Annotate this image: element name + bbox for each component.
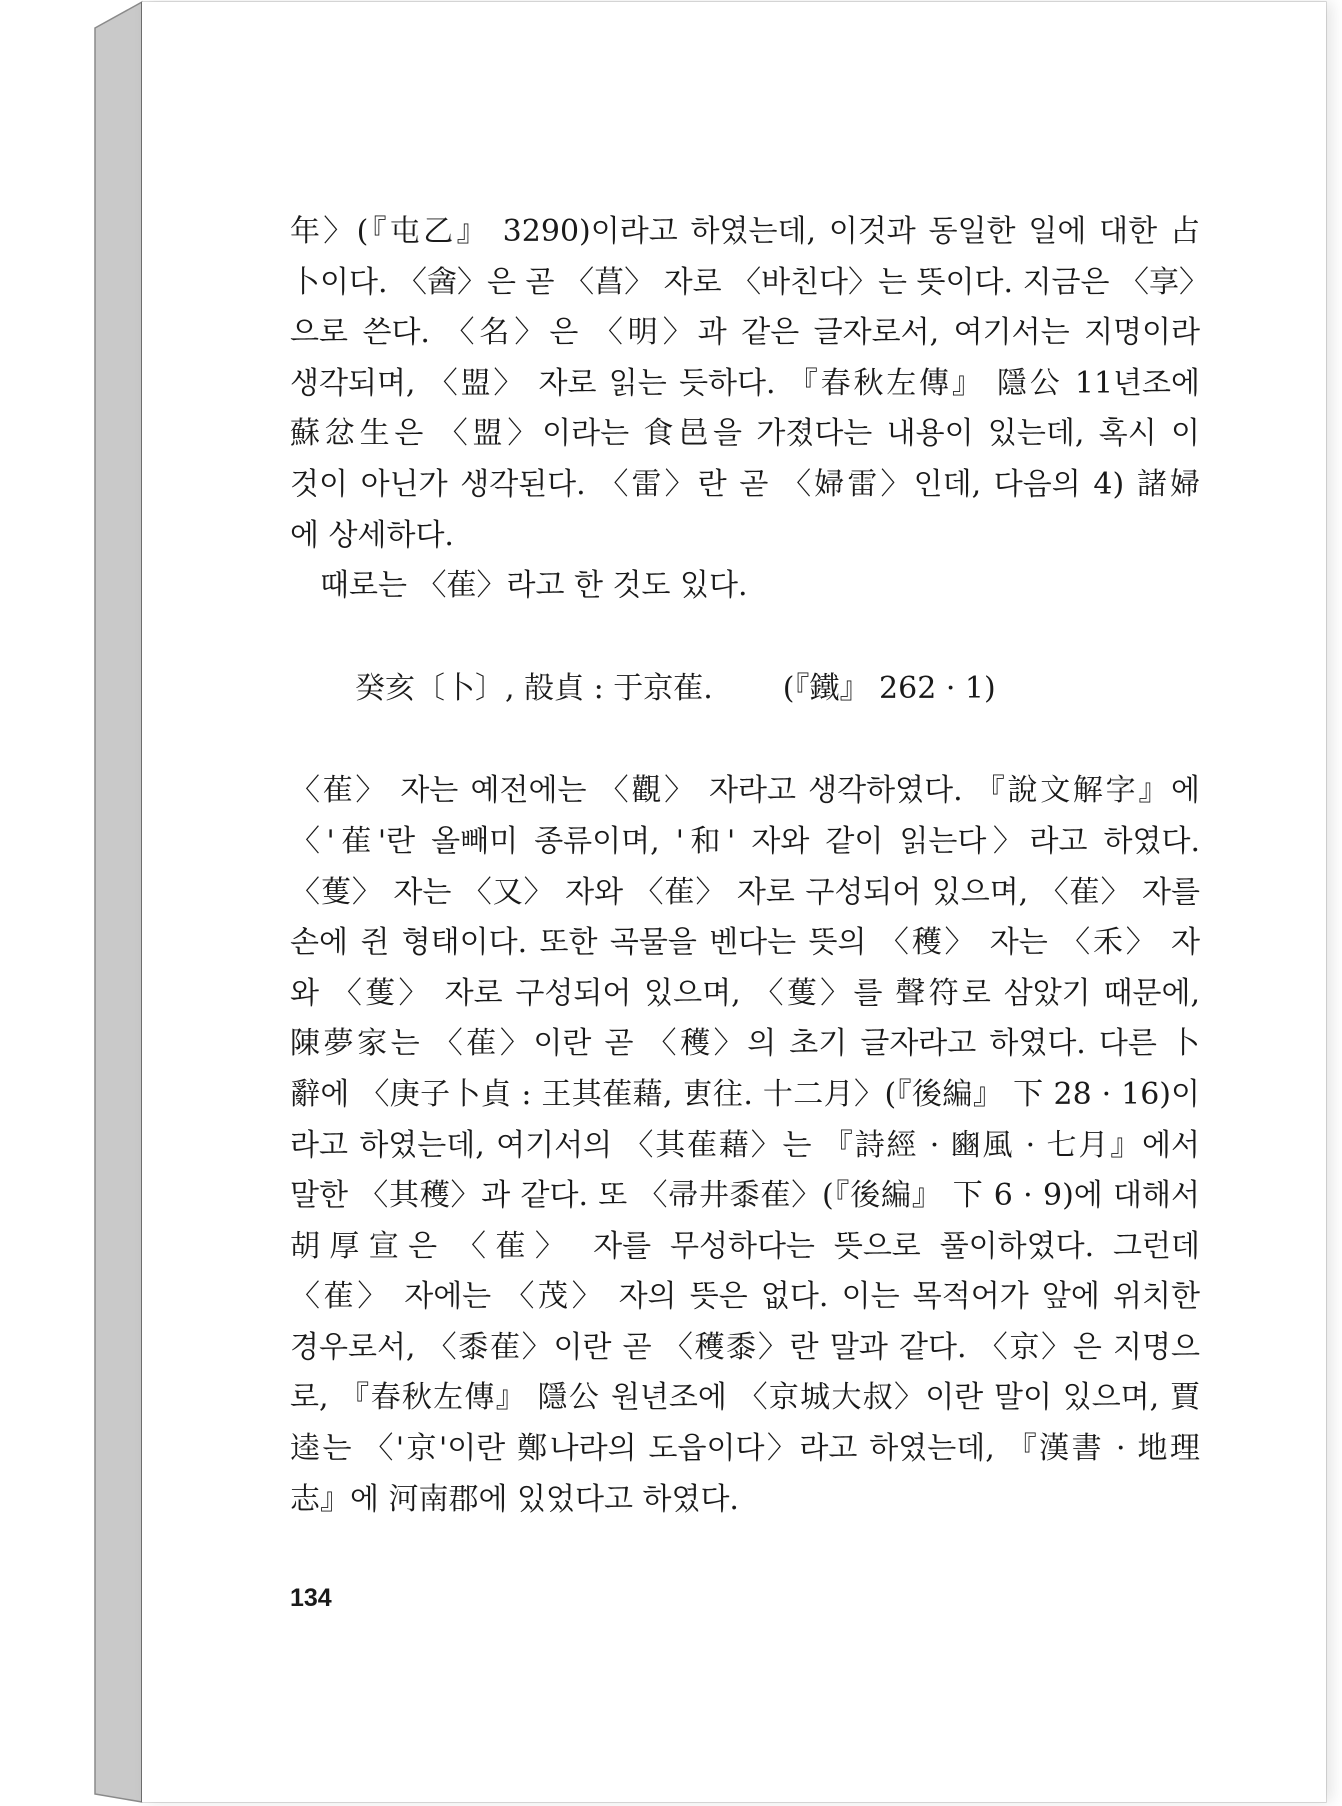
text-line: 로, 『春秋左傳』 隱公 원년조에 〈京城大叔〉이란 말이 있으며, 賈 bbox=[290, 1380, 1200, 1416]
text-line: 逵는 〈'京'이란 鄭나라의 도읍이다〉라고 하였는데, 『漢書 · 地理 bbox=[290, 1431, 1200, 1467]
text-line: 손에 쥔 형태이다. 또한 곡물을 벤다는 뜻의 〈穫〉 자는 〈禾〉 자 bbox=[290, 925, 1200, 961]
text-line: 志』에 河南郡에 있었다고 하였다. bbox=[290, 1481, 739, 1517]
text-line: 때로는 〈萑〉라고 한 것도 있다. bbox=[320, 568, 748, 604]
text-line: 〈蒦〉 자는 〈又〉 자와 〈萑〉 자로 구성되어 있으며, 〈萑〉 자를 bbox=[290, 874, 1200, 910]
text-line: 경우로서, 〈黍萑〉이란 곧 〈穫黍〉란 말과 같다. 〈京〉은 지명으 bbox=[290, 1329, 1200, 1365]
paragraph-3 bbox=[290, 766, 1200, 1525]
page-number: 134 bbox=[290, 1584, 332, 1612]
body-text bbox=[290, 207, 1210, 1525]
quote-text: 癸亥〔卜〕, 㱿貞 : 于京萑. bbox=[355, 670, 713, 706]
text-line: 〈'萑'란 올빼미 종류이며, '和' 자와 같이 읽는다〉라고 하였다. bbox=[290, 823, 1200, 859]
text-line: 생각되며, 〈盟〉 자로 읽는 듯하다. 『春秋左傳』 隱公 11년조에 bbox=[290, 365, 1200, 401]
text-line: 辭에 〈庚子卜貞 : 王其萑藉, 叀往. 十二月〉(『後編』 下 28 · 16)이 bbox=[290, 1076, 1200, 1112]
text-line: 蘇忿生은 〈盟〉이라는 食邑을 가졌다는 내용이 있는데, 혹시 이 bbox=[290, 416, 1200, 452]
oracle-inscription-quote bbox=[355, 664, 1200, 715]
text-line: 年〉(『屯乙』 3290)이라고 하였는데, 이것과 동일한 일에 대한 占 bbox=[290, 214, 1200, 249]
text-line: 와 〈蒦〉 자로 구성되어 있으며, 〈蒦〉를 聲符로 삼았기 때문에, bbox=[290, 975, 1200, 1011]
paragraph-1 bbox=[290, 207, 1210, 561]
text-line: 陳夢家는 〈萑〉이란 곧 〈穫〉의 초기 글자라고 하였다. 다른 卜 bbox=[290, 1026, 1200, 1062]
text-line: 〈萑〉 자는 예전에는 〈觀〉 자라고 생각하였다. 『說文解字』에 bbox=[290, 773, 1200, 809]
text-line: 卜이다. 〈酓〉은 곧 〈菖〉 자로 〈바친다〉는 뜻이다. 지금은 〈享〉 bbox=[290, 264, 1210, 300]
text-line: 으로 쓴다. 〈名〉은 〈明〉과 같은 글자로서, 여기서는 지명이라 bbox=[290, 315, 1200, 351]
text-line: 胡厚宣은 〈萑〉 자를 무성하다는 뜻으로 풀이하였다. 그런데 bbox=[290, 1228, 1200, 1264]
book-page bbox=[142, 2, 1326, 1802]
text-line: 것이 아닌가 생각된다. 〈雷〉란 곧 〈婦雷〉인데, 다음의 4) 諸婦 bbox=[290, 466, 1200, 502]
text-line: 에 상세하다. bbox=[290, 517, 454, 553]
text-line: 말한 〈其穫〉과 같다. 또 〈帚井黍萑〉(『後編』 下 6 · 9)에 대해서 bbox=[290, 1178, 1200, 1214]
paragraph-2 bbox=[290, 561, 1200, 612]
text-line: 〈萑〉 자에는 〈茂〉 자의 뜻은 없다. 이는 목적어가 앞에 위치한 bbox=[290, 1279, 1200, 1315]
text-line: 라고 하였는데, 여기서의 〈其萑藉〉는 『詩經 · 豳風 · 七月』에서 bbox=[290, 1127, 1200, 1163]
quote-source: (『鐵』 262 · 1) bbox=[782, 670, 996, 706]
